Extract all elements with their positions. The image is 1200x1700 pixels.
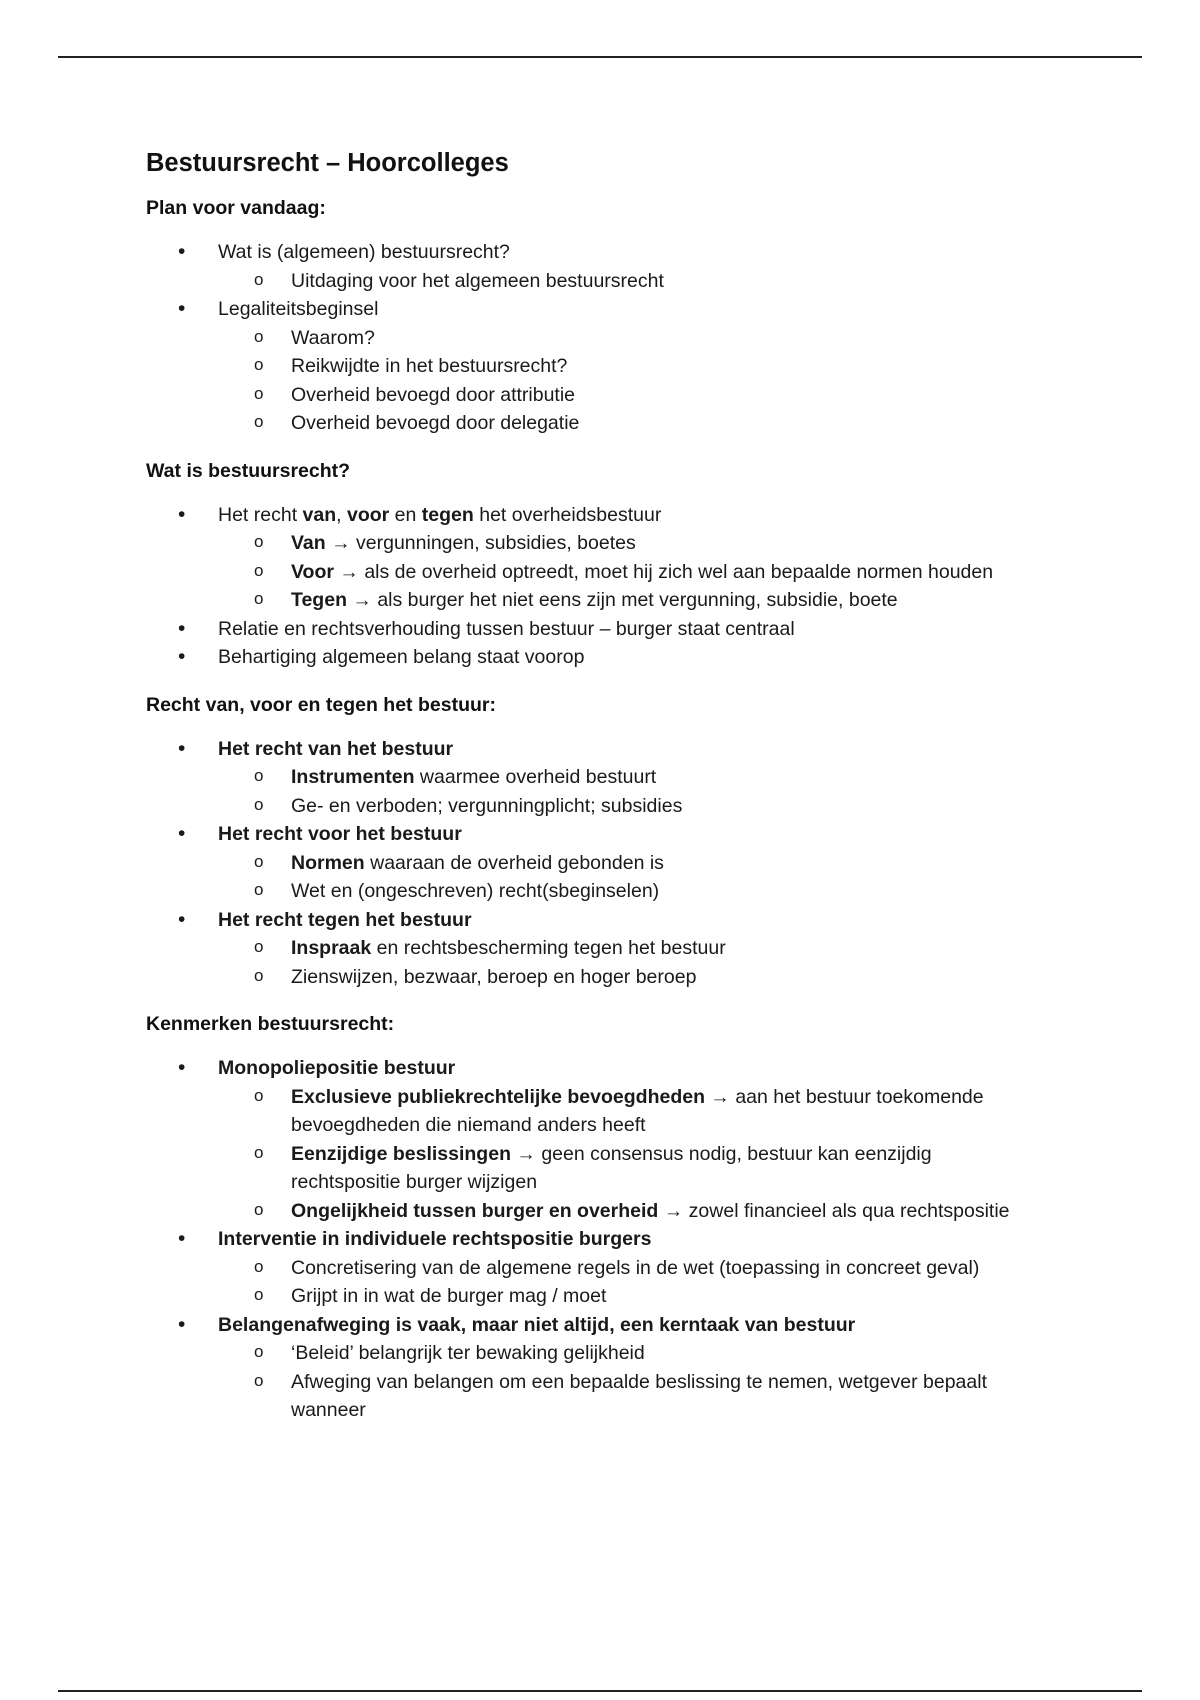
bullet-list: [146, 501, 1046, 672]
bold-text: voor: [347, 503, 390, 526]
bold-text: Van: [291, 532, 326, 554]
bold-text: Interventie in individuele rechtspositie burgers: [218, 1228, 652, 1250]
text-run: Legaliteitsbeginsel: [218, 298, 379, 320]
text-run: Ge- en verboden; vergunningplicht; subsidies: [291, 794, 683, 817]
bullet-item: [146, 1225, 1046, 1254]
bold-text: Eenzijdige beslissingen: [291, 1142, 511, 1165]
text-run: het overheidsbestuur: [473, 503, 662, 526]
bullet-item: [146, 238, 1046, 267]
text-run: en: [389, 503, 422, 526]
text-run: Waarom?: [291, 326, 375, 349]
text-run: Het recht: [218, 503, 303, 526]
sub-bullet-item: [146, 1083, 1046, 1140]
sub-bullet-item: [146, 586, 1046, 615]
text-run: Uitdaging voor het algemeen bestuursrecht: [291, 269, 664, 292]
sub-bullet-item: [146, 352, 1046, 381]
bold-text: Exclusieve publiekrechtelijke bevoegdheden: [291, 1085, 705, 1108]
bullet-list: [146, 238, 1046, 438]
sub-bullet-item: [146, 877, 1046, 906]
sub-bullet-item: [146, 529, 1046, 558]
bold-text: Inspraak: [291, 937, 372, 959]
sub-bullet-item: [146, 849, 1046, 878]
sub-bullet-item: [146, 267, 1046, 296]
sub-bullet-item: [146, 558, 1046, 587]
bullet-item: [146, 295, 1046, 324]
sub-bullet-item: [146, 1197, 1046, 1226]
sub-bullet-item: [146, 1368, 1046, 1425]
text-run: Behartiging algemeen belang staat voorop: [218, 646, 585, 668]
text-run: → zowel financieel als qua rechtspositie: [658, 1199, 1010, 1222]
text-run: Wet en (ongeschreven) recht(sbeginselen): [291, 880, 660, 902]
bold-text: Ongelijkheid tussen burger en overheid: [291, 1199, 659, 1222]
sub-bullet-item: [146, 409, 1046, 438]
bold-text: Monopoliepositie bestuur: [218, 1057, 456, 1079]
bold-text: van: [302, 503, 337, 526]
bold-text: Voor: [291, 560, 334, 583]
text-run: → geen consensus nodig, bestuur kan eenzijdig rechtspositie burger wijzigen: [291, 1142, 932, 1193]
text-run: → als de overheid optreedt, moet hij zich wel aan bepaalde normen houden: [333, 560, 994, 583]
text-run: en rechtsbescherming tegen het bestuur: [371, 937, 726, 959]
bullet-item: [146, 1054, 1046, 1083]
bullet-item: [146, 820, 1046, 849]
bold-text: Het recht tegen het bestuur: [218, 908, 472, 931]
text-run: → aan het bestuur toekomende bevoegdheden die niemand anders heeft: [291, 1085, 984, 1136]
text-run: Grijpt in in wat de burger mag / moet: [291, 1285, 607, 1307]
sub-bullet-item: [146, 1339, 1046, 1368]
text-run: Overheid bevoegd door delegatie: [291, 412, 580, 434]
bold-text: Het recht van het bestuur: [218, 737, 454, 760]
bold-text: Instrumenten: [291, 766, 415, 788]
bullet-item: [146, 1311, 1046, 1340]
bullet-item: [146, 501, 1046, 530]
header-rule: [58, 56, 1142, 58]
text-run: Overheid bevoegd door attributie: [291, 383, 576, 406]
bold-text: tegen: [421, 503, 474, 526]
bullet-item: [146, 906, 1046, 935]
sub-bullet-item: [146, 1254, 1046, 1283]
document-body: [146, 195, 1046, 1425]
text-run: Wat is (algemeen) bestuursrecht?: [218, 241, 510, 263]
bullet-list: [146, 1054, 1046, 1425]
text-run: ,: [336, 503, 347, 526]
text-run: → vergunningen, subsidies, boetes: [325, 532, 636, 554]
sub-bullet-item: [146, 934, 1046, 963]
text-run: Zienswijzen, bezwaar, beroep en hoger beroep: [291, 965, 697, 988]
text-run: Concretisering van de algemene regels in de wet (toepassing in concreet geval): [291, 1256, 980, 1279]
sub-bullet-item: [146, 324, 1046, 353]
section-heading: Wat is bestuursrecht?: [146, 459, 351, 482]
sub-bullet-item: [146, 1140, 1046, 1197]
sub-bullet-item: [146, 792, 1046, 821]
footer-rule: [58, 1690, 1142, 1692]
sub-bullet-item: [146, 763, 1046, 792]
bold-text: Het recht voor het bestuur: [218, 823, 462, 845]
bold-text: Normen: [291, 851, 365, 874]
bullet-item: [146, 643, 1046, 672]
section-heading: Plan voor vandaag:: [146, 197, 326, 219]
text-run: waarmee overheid bestuurt: [414, 766, 657, 788]
document-title: Bestuursrecht – Hoorcolleges: [146, 149, 509, 177]
text-run: ‘Beleid’ belangrijk ter bewaking gelijkheid: [291, 1342, 645, 1364]
bold-text: Belangenafweging is vaak, maar niet altijd, een kerntaak van bestuur: [218, 1313, 856, 1336]
sub-bullet-item: [146, 963, 1046, 992]
sub-bullet-item: [146, 381, 1046, 410]
text-run: Relatie en rechtsverhouding tussen bestuur – burger staat centraal: [218, 617, 795, 640]
document-page: [146, 146, 1046, 1445]
bullet-item: [146, 615, 1046, 644]
text-run: Reikwijdte in het bestuursrecht?: [291, 355, 568, 377]
bold-text: Tegen →: [291, 589, 372, 611]
bullet-item: [146, 735, 1046, 764]
text-run: als burger het niet eens zijn met vergunning, subsidie, boete: [371, 589, 898, 611]
section-heading: Kenmerken bestuursrecht:: [146, 1013, 395, 1035]
section-heading: Recht van, voor en tegen het bestuur:: [146, 693, 496, 716]
text-run: Afweging van belangen om een bepaalde beslissing te nemen, wetgever bepaalt wanneer: [291, 1370, 987, 1421]
sub-bullet-item: [146, 1282, 1046, 1311]
bullet-list: [146, 735, 1046, 992]
text-run: waaraan de overheid gebonden is: [364, 851, 664, 874]
